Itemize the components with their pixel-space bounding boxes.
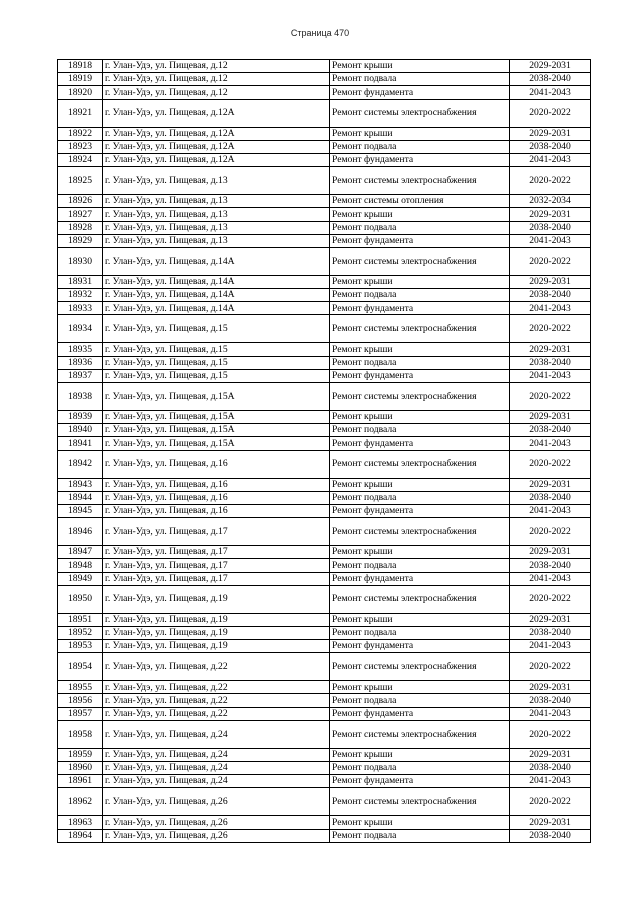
period-cell: 2038-2040	[510, 559, 591, 572]
period-cell: 2041-2043	[510, 437, 591, 450]
row-number-cell: 18922	[58, 127, 103, 140]
work-type-cell: Ремонт подвала	[330, 491, 510, 504]
period-cell: 2020-2022	[510, 315, 591, 343]
work-type-cell: Ремонт подвала	[330, 140, 510, 153]
row-number-cell: 18953	[58, 640, 103, 653]
work-type-cell: Ремонт подвала	[330, 221, 510, 234]
row-number-cell: 18963	[58, 816, 103, 829]
row-number-cell: 18928	[58, 221, 103, 234]
row-number-cell: 18949	[58, 572, 103, 585]
period-cell: 2029-2031	[510, 60, 591, 73]
table-row	[58, 411, 591, 424]
period-cell: 2020-2022	[510, 518, 591, 546]
period-cell: 2038-2040	[510, 626, 591, 639]
table-row	[58, 478, 591, 491]
work-type-cell: Ремонт фундамента	[330, 153, 510, 166]
table-row	[58, 424, 591, 437]
work-type-cell: Ремонт подвала	[330, 694, 510, 707]
row-number-cell: 18937	[58, 369, 103, 382]
address-cell: г. Улан-Удэ, ул. Пищевая, д.22	[103, 653, 330, 681]
period-cell: 2038-2040	[510, 424, 591, 437]
row-number-cell: 18935	[58, 343, 103, 356]
address-cell: г. Улан-Удэ, ул. Пищевая, д.15А	[103, 383, 330, 411]
work-type-cell: Ремонт подвала	[330, 424, 510, 437]
work-type-cell: Ремонт системы электроснабжения	[330, 99, 510, 127]
work-type-cell: Ремонт крыши	[330, 411, 510, 424]
period-cell: 2020-2022	[510, 167, 591, 195]
period-cell: 2029-2031	[510, 343, 591, 356]
address-cell: г. Улан-Удэ, ул. Пищевая, д.22	[103, 681, 330, 694]
table-row	[58, 86, 591, 99]
address-cell: г. Улан-Удэ, ул. Пищевая, д.12	[103, 60, 330, 73]
address-cell: г. Улан-Удэ, ул. Пищевая, д.17	[103, 546, 330, 559]
period-cell: 2029-2031	[510, 681, 591, 694]
work-type-cell: Ремонт системы электроснабжения	[330, 720, 510, 748]
address-cell: г. Улан-Удэ, ул. Пищевая, д.16	[103, 450, 330, 478]
work-type-cell: Ремонт фундамента	[330, 640, 510, 653]
row-number-cell: 18930	[58, 247, 103, 275]
address-cell: г. Улан-Удэ, ул. Пищевая, д.14А	[103, 289, 330, 302]
table-row	[58, 626, 591, 639]
address-cell: г. Улан-Удэ, ул. Пищевая, д.24	[103, 775, 330, 788]
table-row	[58, 167, 591, 195]
table-row	[58, 829, 591, 842]
row-number-cell: 18964	[58, 829, 103, 842]
period-cell: 2041-2043	[510, 86, 591, 99]
work-type-cell: Ремонт фундамента	[330, 437, 510, 450]
work-type-cell: Ремонт системы электроснабжения	[330, 247, 510, 275]
row-number-cell: 18950	[58, 585, 103, 613]
work-type-cell: Ремонт крыши	[330, 208, 510, 221]
address-cell: г. Улан-Удэ, ул. Пищевая, д.17	[103, 572, 330, 585]
table-row	[58, 208, 591, 221]
table-row	[58, 572, 591, 585]
row-number-cell: 18946	[58, 518, 103, 546]
period-cell: 2029-2031	[510, 748, 591, 761]
table-row	[58, 762, 591, 775]
address-cell: г. Улан-Удэ, ул. Пищевая, д.15А	[103, 411, 330, 424]
period-cell: 2029-2031	[510, 208, 591, 221]
row-number-cell: 18955	[58, 681, 103, 694]
address-cell: г. Улан-Удэ, ул. Пищевая, д.17	[103, 559, 330, 572]
work-type-cell: Ремонт крыши	[330, 748, 510, 761]
table-row	[58, 140, 591, 153]
period-cell: 2038-2040	[510, 289, 591, 302]
row-number-cell: 18942	[58, 450, 103, 478]
address-cell: г. Улан-Удэ, ул. Пищевая, д.15	[103, 369, 330, 382]
table-row	[58, 816, 591, 829]
row-number-cell: 18941	[58, 437, 103, 450]
table-row	[58, 450, 591, 478]
period-cell: 2029-2031	[510, 478, 591, 491]
work-type-cell: Ремонт крыши	[330, 275, 510, 288]
work-type-cell: Ремонт крыши	[330, 343, 510, 356]
row-number-cell: 18961	[58, 775, 103, 788]
table-row	[58, 247, 591, 275]
work-type-cell: Ремонт подвала	[330, 626, 510, 639]
period-cell: 2038-2040	[510, 221, 591, 234]
work-type-cell: Ремонт подвала	[330, 289, 510, 302]
table-row	[58, 153, 591, 166]
address-cell: г. Улан-Удэ, ул. Пищевая, д.19	[103, 626, 330, 639]
row-number-cell: 18962	[58, 788, 103, 816]
period-cell: 2020-2022	[510, 720, 591, 748]
period-cell: 2038-2040	[510, 762, 591, 775]
work-type-cell: Ремонт фундамента	[330, 234, 510, 247]
row-number-cell: 18956	[58, 694, 103, 707]
period-cell: 2029-2031	[510, 546, 591, 559]
work-type-cell: Ремонт подвала	[330, 829, 510, 842]
row-number-cell: 18940	[58, 424, 103, 437]
row-number-cell: 18939	[58, 411, 103, 424]
row-number-cell: 18948	[58, 559, 103, 572]
period-cell: 2041-2043	[510, 775, 591, 788]
period-cell: 2041-2043	[510, 640, 591, 653]
period-cell: 2029-2031	[510, 275, 591, 288]
period-cell: 2029-2031	[510, 816, 591, 829]
table-row	[58, 559, 591, 572]
address-cell: г. Улан-Удэ, ул. Пищевая, д.13	[103, 195, 330, 208]
address-cell: г. Улан-Удэ, ул. Пищевая, д.16	[103, 504, 330, 517]
table-row	[58, 60, 591, 73]
work-type-cell: Ремонт крыши	[330, 478, 510, 491]
address-cell: г. Улан-Удэ, ул. Пищевая, д.15А	[103, 424, 330, 437]
table-row	[58, 195, 591, 208]
table-row	[58, 99, 591, 127]
table-row	[58, 546, 591, 559]
table-row	[58, 73, 591, 86]
period-cell: 2020-2022	[510, 450, 591, 478]
table-row	[58, 221, 591, 234]
address-cell: г. Улан-Удэ, ул. Пищевая, д.12	[103, 73, 330, 86]
work-type-cell: Ремонт системы электроснабжения	[330, 653, 510, 681]
address-cell: г. Улан-Удэ, ул. Пищевая, д.13	[103, 221, 330, 234]
period-cell: 2020-2022	[510, 383, 591, 411]
row-number-cell: 18958	[58, 720, 103, 748]
row-number-cell: 18944	[58, 491, 103, 504]
row-number-cell: 18947	[58, 546, 103, 559]
period-cell: 2041-2043	[510, 504, 591, 517]
work-type-cell: Ремонт крыши	[330, 127, 510, 140]
work-type-cell: Ремонт подвала	[330, 356, 510, 369]
work-type-cell: Ремонт фундамента	[330, 504, 510, 517]
row-number-cell: 18926	[58, 195, 103, 208]
work-type-cell: Ремонт крыши	[330, 546, 510, 559]
work-type-cell: Ремонт фундамента	[330, 707, 510, 720]
table-row	[58, 356, 591, 369]
table-row	[58, 289, 591, 302]
row-number-cell: 18929	[58, 234, 103, 247]
address-cell: г. Улан-Удэ, ул. Пищевая, д.24	[103, 720, 330, 748]
row-number-cell: 18924	[58, 153, 103, 166]
table-row	[58, 585, 591, 613]
row-number-cell: 18927	[58, 208, 103, 221]
address-cell: г. Улан-Удэ, ул. Пищевая, д.16	[103, 491, 330, 504]
work-type-cell: Ремонт фундамента	[330, 775, 510, 788]
period-cell: 2038-2040	[510, 829, 591, 842]
table-row	[58, 234, 591, 247]
work-type-cell: Ремонт системы электроснабжения	[330, 167, 510, 195]
period-cell: 2038-2040	[510, 356, 591, 369]
row-number-cell: 18918	[58, 60, 103, 73]
period-cell: 2041-2043	[510, 153, 591, 166]
period-cell: 2041-2043	[510, 302, 591, 315]
address-cell: г. Улан-Удэ, ул. Пищевая, д.13	[103, 167, 330, 195]
work-type-cell: Ремонт крыши	[330, 60, 510, 73]
table-row	[58, 275, 591, 288]
row-number-cell: 18959	[58, 748, 103, 761]
repair-schedule-table	[57, 59, 591, 843]
period-cell: 2032-2034	[510, 195, 591, 208]
work-type-cell: Ремонт фундамента	[330, 572, 510, 585]
row-number-cell: 18954	[58, 653, 103, 681]
work-type-cell: Ремонт системы электроснабжения	[330, 585, 510, 613]
period-cell: 2029-2031	[510, 127, 591, 140]
table-row	[58, 694, 591, 707]
address-cell: г. Улан-Удэ, ул. Пищевая, д.13	[103, 208, 330, 221]
period-cell: 2029-2031	[510, 411, 591, 424]
row-number-cell: 18932	[58, 289, 103, 302]
period-cell: 2041-2043	[510, 707, 591, 720]
work-type-cell: Ремонт фундамента	[330, 369, 510, 382]
table-row	[58, 748, 591, 761]
page-number-header: Страница 470	[290, 28, 350, 38]
work-type-cell: Ремонт системы электроснабжения	[330, 450, 510, 478]
period-cell: 2020-2022	[510, 788, 591, 816]
row-number-cell: 18943	[58, 478, 103, 491]
address-cell: г. Улан-Удэ, ул. Пищевая, д.26	[103, 788, 330, 816]
work-type-cell: Ремонт фундамента	[330, 86, 510, 99]
work-type-cell: Ремонт фундамента	[330, 302, 510, 315]
address-cell: г. Улан-Удэ, ул. Пищевая, д.12А	[103, 127, 330, 140]
address-cell: г. Улан-Удэ, ул. Пищевая, д.17	[103, 518, 330, 546]
row-number-cell: 18921	[58, 99, 103, 127]
row-number-cell: 18945	[58, 504, 103, 517]
address-cell: г. Улан-Удэ, ул. Пищевая, д.19	[103, 585, 330, 613]
address-cell: г. Улан-Удэ, ул. Пищевая, д.19	[103, 640, 330, 653]
table-row	[58, 315, 591, 343]
address-cell: г. Улан-Удэ, ул. Пищевая, д.15	[103, 315, 330, 343]
address-cell: г. Улан-Удэ, ул. Пищевая, д.22	[103, 707, 330, 720]
work-type-cell: Ремонт системы электроснабжения	[330, 518, 510, 546]
row-number-cell: 18936	[58, 356, 103, 369]
work-type-cell: Ремонт подвала	[330, 762, 510, 775]
table-row	[58, 613, 591, 626]
address-cell: г. Улан-Удэ, ул. Пищевая, д.15А	[103, 437, 330, 450]
table-row	[58, 504, 591, 517]
address-cell: г. Улан-Удэ, ул. Пищевая, д.14А	[103, 247, 330, 275]
address-cell: г. Улан-Удэ, ул. Пищевая, д.12А	[103, 99, 330, 127]
address-cell: г. Улан-Удэ, ул. Пищевая, д.24	[103, 762, 330, 775]
table-row	[58, 653, 591, 681]
period-cell: 2041-2043	[510, 234, 591, 247]
period-cell: 2041-2043	[510, 369, 591, 382]
row-number-cell: 18957	[58, 707, 103, 720]
row-number-cell: 18960	[58, 762, 103, 775]
address-cell: г. Улан-Удэ, ул. Пищевая, д.22	[103, 694, 330, 707]
period-cell: 2038-2040	[510, 491, 591, 504]
table-row	[58, 369, 591, 382]
address-cell: г. Улан-Удэ, ул. Пищевая, д.14А	[103, 302, 330, 315]
table-row	[58, 640, 591, 653]
period-cell: 2038-2040	[510, 694, 591, 707]
table-row	[58, 302, 591, 315]
period-cell: 2038-2040	[510, 73, 591, 86]
work-type-cell: Ремонт крыши	[330, 816, 510, 829]
row-number-cell: 18934	[58, 315, 103, 343]
address-cell: г. Улан-Удэ, ул. Пищевая, д.26	[103, 829, 330, 842]
address-cell: г. Улан-Удэ, ул. Пищевая, д.12	[103, 86, 330, 99]
address-cell: г. Улан-Удэ, ул. Пищевая, д.26	[103, 816, 330, 829]
table-row	[58, 383, 591, 411]
table-row	[58, 775, 591, 788]
table-row	[58, 437, 591, 450]
address-cell: г. Улан-Удэ, ул. Пищевая, д.16	[103, 478, 330, 491]
table-row	[58, 707, 591, 720]
address-cell: г. Улан-Удэ, ул. Пищевая, д.24	[103, 748, 330, 761]
address-cell: г. Улан-Удэ, ул. Пищевая, д.15	[103, 356, 330, 369]
address-cell: г. Улан-Удэ, ул. Пищевая, д.12А	[103, 153, 330, 166]
period-cell: 2020-2022	[510, 585, 591, 613]
work-type-cell: Ремонт системы электроснабжения	[330, 788, 510, 816]
row-number-cell: 18951	[58, 613, 103, 626]
work-type-cell: Ремонт крыши	[330, 613, 510, 626]
table-row	[58, 681, 591, 694]
period-cell: 2020-2022	[510, 653, 591, 681]
work-type-cell: Ремонт системы электроснабжения	[330, 315, 510, 343]
work-type-cell: Ремонт крыши	[330, 681, 510, 694]
address-cell: г. Улан-Удэ, ул. Пищевая, д.14А	[103, 275, 330, 288]
row-number-cell: 18925	[58, 167, 103, 195]
row-number-cell: 18919	[58, 73, 103, 86]
period-cell: 2020-2022	[510, 247, 591, 275]
row-number-cell: 18933	[58, 302, 103, 315]
address-cell: г. Улан-Удэ, ул. Пищевая, д.19	[103, 613, 330, 626]
period-cell: 2020-2022	[510, 99, 591, 127]
table-row	[58, 127, 591, 140]
table-row	[58, 491, 591, 504]
table-row	[58, 788, 591, 816]
work-type-cell: Ремонт подвала	[330, 73, 510, 86]
table-row	[58, 518, 591, 546]
row-number-cell: 18923	[58, 140, 103, 153]
address-cell: г. Улан-Удэ, ул. Пищевая, д.12А	[103, 140, 330, 153]
period-cell: 2038-2040	[510, 140, 591, 153]
work-type-cell: Ремонт подвала	[330, 559, 510, 572]
address-cell: г. Улан-Удэ, ул. Пищевая, д.13	[103, 234, 330, 247]
row-number-cell: 18938	[58, 383, 103, 411]
work-type-cell: Ремонт системы электроснабжения	[330, 383, 510, 411]
row-number-cell: 18920	[58, 86, 103, 99]
table-row	[58, 720, 591, 748]
period-cell: 2041-2043	[510, 572, 591, 585]
work-type-cell: Ремонт системы отопления	[330, 195, 510, 208]
row-number-cell: 18931	[58, 275, 103, 288]
address-cell: г. Улан-Удэ, ул. Пищевая, д.15	[103, 343, 330, 356]
period-cell: 2029-2031	[510, 613, 591, 626]
row-number-cell: 18952	[58, 626, 103, 639]
table-row	[58, 343, 591, 356]
table-body	[58, 60, 591, 843]
